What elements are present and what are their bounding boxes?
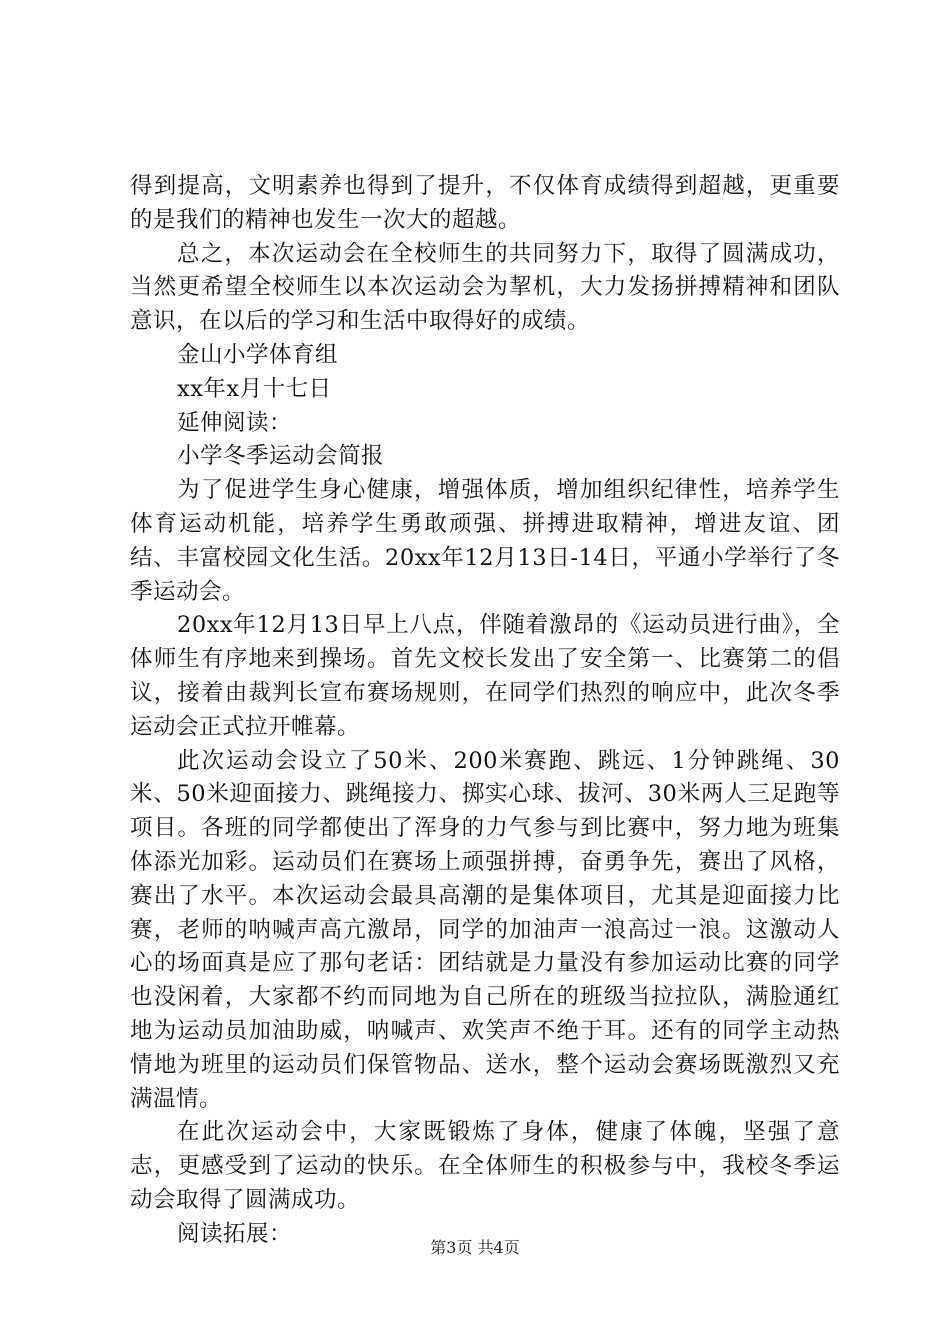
paragraph: 总之，本次运动会在全校师生的共同努力下，取得了圆满成功，当然更希望全校师生以本次运动会为挈机，大力发扬拼搏精神和团队意识，在以后的学习和生活中取得好的成绩。 bbox=[130, 240, 840, 335]
paragraph: 此次运动会设立了50米、200米赛跑、跳远、1分钟跳绳、30米、50米迎面接力、跳绳接力、掷实心球、拔河、30米两人三足跑等项目。各班的同学都使出了浑身的力气参与到比赛中，努力地为班集体添光加彩。运动员们在赛场上顽强拼搏，奋勇争先，赛出了风格，赛出了水平。本次运动会最具高潮的是集体项目，尤其是迎面接力比赛，老师的呐喊声高亢激昂，同学的加油声一浪高过一浪。这激动人心的场面真是应了那句老话：团结就是力量没有参加运动比赛的同学也没闲着，大家都不约而同地为自己所在的班级当拉拉队，满脸通红地为运动员加油助威，呐喊声、欢笑声不绝于耳。还有的同学主动热情地为班里的运动员们保管物品、送水，整个运动会赛场既激烈又充满温情。 bbox=[130, 747, 840, 1112]
article-title: 小学冬季运动会简报 bbox=[177, 443, 385, 470]
paragraph: 20xx年12月13日早上八点，伴随着激昂的《运动员进行曲》，全体师生有序地来到操场。首先文校长发出了安全第一、比赛第二的倡议，接着由裁判长宣布赛场规则，在同学们热烈的响应中，此次冬季运动会正式拉开帷幕。 bbox=[130, 612, 840, 740]
paragraph: 为了促进学生身心健康，增强体质，增加组织纪律性，培养学生体育运动机能，培养学生勇敢顽强、拼搏进取精神，增进友谊、团结、丰富校园文化生活。20xx年12月13日-14日，平通小学举行了冬季运动会。 bbox=[130, 477, 840, 605]
section-heading: 阅读拓展： bbox=[177, 1220, 293, 1247]
page-number-footer: 第3页 共4页 bbox=[430, 1238, 520, 1257]
paragraph: 在此次运动会中，大家既锻炼了身体，健康了体魄，坚强了意志，更感受到了运动的快乐。在全体师生的积极参与中，我校冬季运动会取得了圆满成功。 bbox=[130, 1119, 840, 1213]
document-body bbox=[130, 170, 840, 1252]
signature-organization: 金山小学体育组 bbox=[177, 341, 339, 368]
section-heading: 延伸阅读： bbox=[177, 409, 293, 436]
paragraph: 得到提高，文明素养也得到了提升，不仅体育成绩得到超越，更重要的是我们的精神也发生一次大的超越。 bbox=[130, 173, 840, 233]
signature-date: xx年x月十七日 bbox=[177, 375, 332, 402]
